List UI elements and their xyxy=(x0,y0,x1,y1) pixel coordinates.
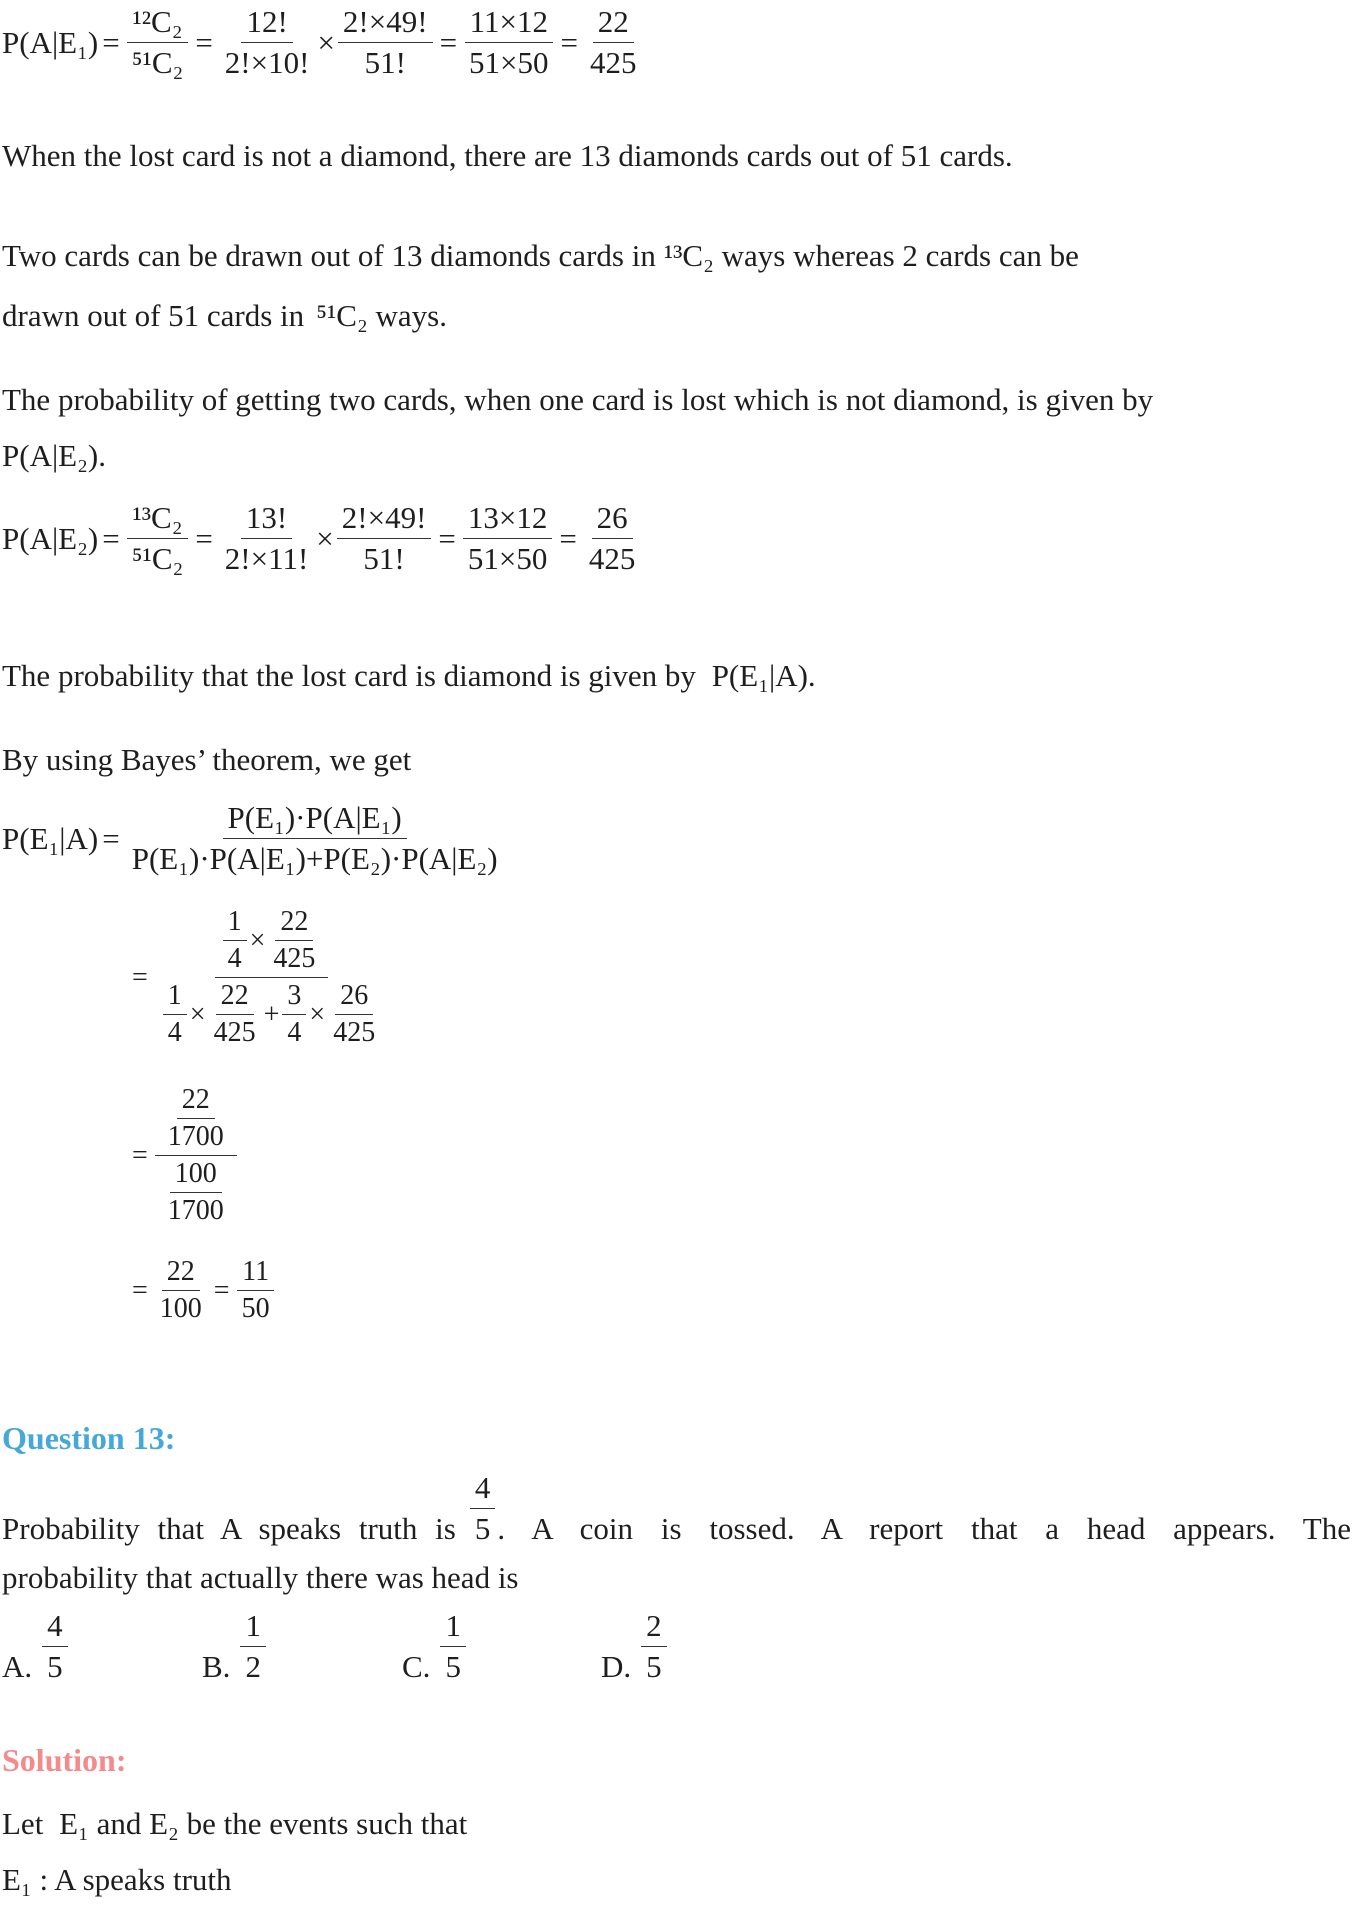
num: 2!×49! xyxy=(338,4,433,43)
equation-p-a-given-e2 xyxy=(2,500,643,577)
bayes-step-1 xyxy=(128,906,391,1049)
fraction xyxy=(127,800,503,877)
den: P(E₁)·P(A|E₁)+P(E₂)·P(A|E₂) xyxy=(131,841,498,876)
bayes-step-2 xyxy=(128,1084,240,1227)
paragraph xyxy=(2,658,816,694)
equals: = xyxy=(559,520,577,556)
lhs: P(A|E₂) xyxy=(2,520,99,556)
text: The probability that the lost card is diamond is given by xyxy=(2,658,696,693)
den: 2 xyxy=(245,1649,261,1684)
num: 22 xyxy=(177,1084,215,1119)
text: ways. xyxy=(375,298,447,333)
equals: = xyxy=(560,24,579,60)
fraction xyxy=(220,4,315,81)
fraction xyxy=(155,906,388,1049)
option-label: D. xyxy=(601,1649,632,1684)
option-label: A. xyxy=(2,1649,33,1684)
num: 4 xyxy=(470,1470,496,1509)
option-label: C. xyxy=(402,1649,431,1684)
num: ¹²C₂ xyxy=(127,4,187,43)
fraction xyxy=(328,980,380,1049)
times: × xyxy=(249,924,266,956)
times: × xyxy=(309,998,326,1030)
text: be the events such that xyxy=(186,1806,468,1841)
fraction xyxy=(223,906,247,975)
fraction xyxy=(42,1608,68,1685)
fraction xyxy=(237,1256,275,1325)
fraction xyxy=(155,1256,207,1325)
den: 51×50 xyxy=(469,45,549,80)
fraction xyxy=(440,1608,466,1685)
equals: = xyxy=(195,24,213,60)
den: 2!×11! xyxy=(224,541,309,576)
fraction xyxy=(584,500,641,577)
num: 22 xyxy=(162,1256,200,1291)
text: Probability that A speaks truth is xyxy=(2,1511,456,1546)
num: 26 xyxy=(335,980,373,1015)
den: 1700 xyxy=(167,1121,224,1152)
question-line-2: probability that actually there was head is xyxy=(2,1560,519,1595)
num: ¹³C₂ xyxy=(127,500,187,539)
num xyxy=(155,1084,237,1156)
event-e1: E₁ xyxy=(59,1806,89,1841)
den: 1700 xyxy=(167,1195,224,1226)
den xyxy=(155,978,388,1049)
equals: = xyxy=(439,24,458,60)
plus: + xyxy=(263,998,280,1030)
den: ⁵¹C₂ xyxy=(131,45,184,80)
den: 425 xyxy=(588,541,636,576)
bayes-step-3 xyxy=(128,1256,278,1325)
expression: P(E₁|A). xyxy=(711,658,816,693)
fraction xyxy=(337,500,432,577)
option-b[interactable] xyxy=(202,1608,269,1685)
den: 5 xyxy=(445,1649,461,1684)
num: P(E₁)·P(A|E₁) xyxy=(223,800,407,839)
paragraph: The probability of getting two cards, when one card is lost which is not diamond, is given by xyxy=(2,382,1154,417)
options xyxy=(0,1608,1353,1698)
den: 425 xyxy=(590,45,637,80)
fraction xyxy=(464,4,553,81)
equals: = xyxy=(213,1274,230,1306)
text: A speaks truth xyxy=(54,1862,232,1897)
den: 425 xyxy=(213,1017,256,1048)
question-heading: Question 13: xyxy=(2,1420,176,1456)
den: 425 xyxy=(273,943,316,974)
fraction xyxy=(163,1158,229,1227)
num: 22 xyxy=(275,906,313,941)
equals: = xyxy=(102,520,120,556)
equals: = xyxy=(438,520,456,556)
paragraph xyxy=(2,1806,467,1842)
fraction-4-5 xyxy=(470,1470,496,1547)
den: 5 xyxy=(646,1649,662,1684)
fraction xyxy=(127,4,189,81)
equals: = xyxy=(102,820,120,856)
num: 1 xyxy=(163,980,187,1015)
equation-p-a-given-e1 xyxy=(2,4,645,81)
text: ways whereas 2 cards can be xyxy=(721,238,1079,273)
den: 4 xyxy=(227,943,242,974)
equals: = xyxy=(102,24,120,60)
den: 2!×10! xyxy=(224,45,310,80)
num: 11 xyxy=(237,1256,274,1291)
fraction xyxy=(220,500,313,577)
num: 3 xyxy=(282,980,306,1015)
times: × xyxy=(189,998,206,1030)
den: 51! xyxy=(364,45,406,80)
paragraph xyxy=(2,238,1079,274)
times: × xyxy=(316,520,334,556)
equals: = xyxy=(132,961,148,993)
num: 22 xyxy=(216,980,254,1015)
option-label: B. xyxy=(202,1649,231,1684)
num: 13×12 xyxy=(463,500,552,539)
option-c[interactable] xyxy=(402,1608,469,1685)
paragraph: By using Bayes’ theorem, we get xyxy=(2,742,412,777)
fraction xyxy=(268,906,320,975)
num: 1 xyxy=(223,906,247,941)
num: 2 xyxy=(641,1608,667,1647)
text: . A coin is tossed. A report that a head appears. The xyxy=(497,1511,1351,1546)
fraction xyxy=(163,1084,229,1153)
num: 11×12 xyxy=(465,4,553,43)
text: Two cards can be drawn out of 13 diamonds cards in xyxy=(2,238,656,273)
fraction xyxy=(585,4,642,81)
num: 2!×49! xyxy=(337,500,432,539)
den: 51! xyxy=(363,541,405,576)
num: 1 xyxy=(240,1608,266,1647)
fraction xyxy=(282,980,306,1049)
option-a[interactable] xyxy=(2,1608,71,1685)
fraction xyxy=(641,1608,667,1685)
solution-heading: Solution: xyxy=(2,1742,127,1778)
den: 425 xyxy=(333,1017,376,1048)
times: × xyxy=(317,24,335,60)
lhs: P(A|E₁) xyxy=(2,24,99,60)
fraction xyxy=(163,980,187,1049)
den: 4 xyxy=(287,1017,302,1048)
num: 13! xyxy=(241,500,292,539)
fraction xyxy=(338,4,433,81)
lhs: P(E₁|A) xyxy=(2,820,99,856)
fraction xyxy=(463,500,552,577)
fraction xyxy=(209,980,261,1049)
option-d[interactable] xyxy=(601,1608,670,1685)
text: Let xyxy=(2,1806,44,1841)
bayes-formula xyxy=(2,800,506,877)
den: ⁵¹C₂ xyxy=(131,541,184,576)
fraction xyxy=(155,1084,237,1227)
num: 100 xyxy=(170,1158,222,1193)
expression: P(A|E₂). xyxy=(2,438,106,473)
question-line-1 xyxy=(2,1470,1351,1547)
den: 50 xyxy=(241,1293,270,1324)
num: 12! xyxy=(241,4,292,43)
fraction xyxy=(127,500,189,577)
den: 51×50 xyxy=(467,541,548,576)
den: 5 xyxy=(474,1511,491,1546)
num: 1 xyxy=(440,1608,466,1647)
equals: = xyxy=(195,520,213,556)
event-e2: E₂ xyxy=(149,1806,179,1841)
paragraph: When the lost card is not a diamond, there are 13 diamonds cards out of 51 cards. xyxy=(2,138,1013,173)
num xyxy=(215,906,329,978)
num: 22 xyxy=(593,4,634,43)
fraction xyxy=(240,1608,266,1685)
den: 100 xyxy=(159,1293,202,1324)
equals: = xyxy=(132,1139,148,1171)
den: 4 xyxy=(167,1017,182,1048)
num: 4 xyxy=(42,1608,68,1647)
paragraph xyxy=(2,298,447,334)
combination: ¹³C₂ xyxy=(663,238,714,273)
equals: = xyxy=(132,1274,148,1306)
den: 5 xyxy=(47,1649,63,1684)
text: drawn out of 51 cards in xyxy=(2,298,305,333)
text: and xyxy=(96,1806,142,1841)
num: 26 xyxy=(592,500,633,539)
den xyxy=(155,1156,237,1227)
paragraph xyxy=(2,1862,232,1898)
combination: ⁵¹C₂ xyxy=(316,298,368,333)
event-e1: E₁ : xyxy=(2,1862,49,1897)
